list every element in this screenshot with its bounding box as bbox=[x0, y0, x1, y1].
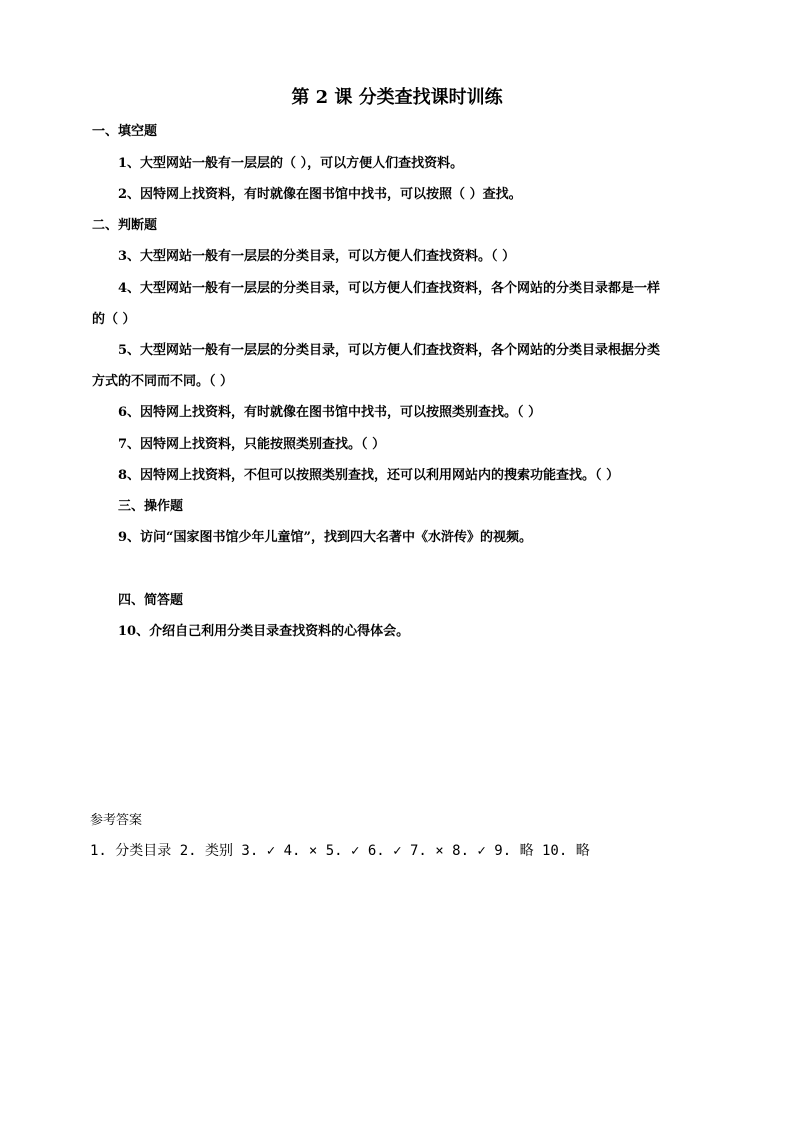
question-7: 7、因特网上找资料，只能按照类别查找。（ ） bbox=[118, 437, 386, 452]
question-8: 8、因特网上找资料，不但可以按照类别查找，还可以利用网站内的搜索功能查找。（ ） bbox=[118, 468, 620, 483]
section-heading-true-false: 二、判断题 bbox=[92, 218, 158, 233]
section-heading-fill-in: 一、填空题 bbox=[92, 124, 158, 139]
section-heading-short-answer: 四、简答题 bbox=[118, 593, 184, 608]
question-9: 9、访问“国家图书馆少年儿童馆”，找到四大名著中《水浒传》的视频。 bbox=[118, 530, 533, 545]
question-2: 2、因特网上找资料，有时就像在图书馆中找书，可以按照（ ）查找。 bbox=[118, 187, 522, 202]
question-4-line-1: 4、大型网站一般有一层层的分类目录，可以方便人们查找资料，各个网站的分类目录都是一样 bbox=[118, 281, 661, 296]
question-1: 1、大型网站一般有一层层的（ ），可以方便人们查找资料。 bbox=[118, 156, 464, 171]
question-5-line-2: 方式的不同而不同。（ ） bbox=[92, 374, 234, 389]
answer-heading: 参考答案 bbox=[90, 813, 143, 828]
page-title: 第 2 课 分类查找课时训练 bbox=[291, 87, 503, 108]
question-3: 3、大型网站一般有一层层的分类目录，可以方便人们查找资料。（ ） bbox=[118, 249, 516, 264]
question-5-line-1: 5、大型网站一般有一层层的分类目录，可以方便人们查找资料，各个网站的分类目录根据分类 bbox=[118, 343, 661, 358]
answer-key: 1. 分类目录 2. 类别 3. ✓ 4. × 5. ✓ 6. ✓ 7. × 8. ✓ 9. 略 10. 略 bbox=[90, 843, 590, 859]
question-4-line-2: 的（ ） bbox=[92, 312, 136, 327]
section-heading-operation: 三、操作题 bbox=[118, 499, 184, 514]
question-10: 10、介绍自己利用分类目录查找资料的心得体会。 bbox=[118, 624, 410, 639]
question-6: 6、因特网上找资料，有时就像在图书馆中找书，可以按照类别查找。（ ） bbox=[118, 405, 542, 420]
